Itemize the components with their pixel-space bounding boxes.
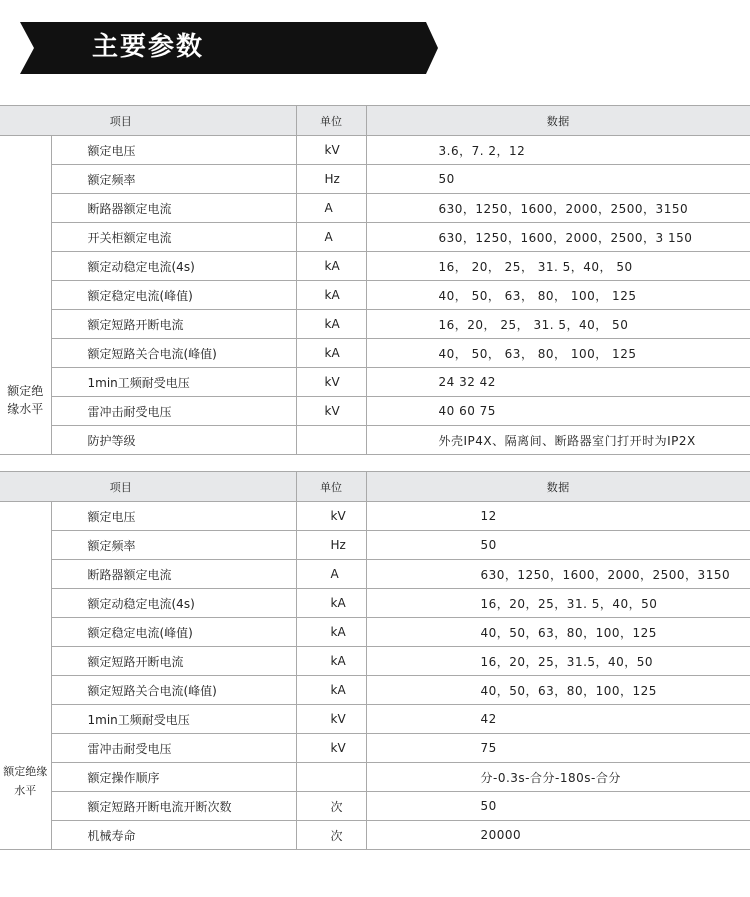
item-cell: 额定稳定电流(峰值) [51,618,296,647]
unit-cell: kA [296,676,366,705]
parameters-table-1 [0,105,750,455]
data-cell: 40， 50， 63， 80， 100， 125 [366,339,750,368]
item-cell: 额定短路开断电流 [51,310,296,339]
data-cell: 16，20，25，31. 5，40，50 [366,589,750,618]
item-cell: 开关柜额定电流 [51,223,296,252]
unit-cell: kV [296,705,366,734]
table-row [0,223,750,252]
data-cell: 20000 [366,821,750,850]
unit-cell: kA [296,589,366,618]
table-row [0,734,750,763]
table-row [0,502,750,531]
item-cell: 额定短路开断电流开断次数 [51,792,296,821]
unit-cell: kV [296,734,366,763]
item-cell: 额定稳定电流(峰值) [51,281,296,310]
data-cell: 24 32 42 [366,368,750,397]
item-cell: 额定电压 [51,136,296,165]
item-cell: 1min工频耐受电压 [51,705,296,734]
item-cell: 额定电压 [51,502,296,531]
data-cell: 630，1250，1600，2000，2500，3150 [366,194,750,223]
data-cell: 12 [366,502,750,531]
table-row [0,281,750,310]
item-cell: 额定动稳定电流(4s) [51,589,296,618]
group-label: 额定绝缘水平 [3,764,48,797]
unit-cell: A [296,194,366,223]
data-cell: 630，1250，1600，2000，2500，3150 [366,560,750,589]
table-row [0,339,750,368]
table-header-row [0,106,750,136]
unit-cell: kV [296,502,366,531]
item-cell: 防护等级 [51,426,296,455]
table-row [0,763,750,792]
data-cell: 16，20， 25， 31. 5，40， 50 [366,310,750,339]
table-row [0,647,750,676]
table-row [0,560,750,589]
group-label: 额定绝缘水平 [7,384,44,416]
unit-cell: kA [296,281,366,310]
unit-cell: kA [296,252,366,281]
item-cell: 额定短路开断电流 [51,647,296,676]
data-cell: 75 [366,734,750,763]
data-cell: 16， 20， 25， 31. 5，40， 50 [366,252,750,281]
data-cell: 40，50，63，80，100，125 [366,618,750,647]
table-row [0,589,750,618]
table-row [0,194,750,223]
table-row [0,676,750,705]
table-row [0,136,750,165]
item-cell: 雷冲击耐受电压 [51,397,296,426]
unit-cell: 次 [296,821,366,850]
table-row [0,426,750,455]
unit-cell: Hz [296,165,366,194]
unit-cell: 次 [296,792,366,821]
group-label-cell [0,136,51,455]
data-cell: 42 [366,705,750,734]
item-cell: 机械寿命 [51,821,296,850]
section-banner [20,22,438,74]
parameters-table-1-body [0,106,750,455]
header-unit: 单位 [296,472,366,502]
header-data: 数据 [366,472,750,502]
data-cell: 分-0.3s-合分-180s-合分 [366,763,750,792]
unit-cell: kA [296,618,366,647]
header-item: 项目 [0,106,296,136]
data-cell: 40 60 75 [366,397,750,426]
item-cell: 额定动稳定电流(4s) [51,252,296,281]
table-row [0,368,750,397]
table-row [0,705,750,734]
data-cell: 50 [366,165,750,194]
table-row [0,618,750,647]
unit-cell: A [296,223,366,252]
unit-cell: kA [296,310,366,339]
table-row [0,531,750,560]
unit-cell: kV [296,136,366,165]
item-cell: 额定操作顺序 [51,763,296,792]
item-cell: 1min工频耐受电压 [51,368,296,397]
item-cell: 额定频率 [51,165,296,194]
table-row [0,821,750,850]
section-title: 主要参数 [92,32,205,62]
data-cell: 40，50，63，80，100，125 [366,676,750,705]
data-cell: 外壳IP4X、隔离间、断路器室门打开时为IP2X [366,426,750,455]
item-cell: 断路器额定电流 [51,194,296,223]
unit-cell: kA [296,339,366,368]
unit-cell: kA [296,647,366,676]
unit-cell [296,426,366,455]
unit-cell: kV [296,368,366,397]
item-cell: 额定短路关合电流(峰值) [51,676,296,705]
data-cell: 16，20，25，31.5，40，50 [366,647,750,676]
table-row [0,397,750,426]
data-cell: 50 [366,531,750,560]
banner-arrow-shape [20,22,438,74]
parameters-table-2-body [0,472,750,850]
table-row [0,792,750,821]
table-row [0,165,750,194]
parameters-table-2 [0,471,750,850]
header-unit: 单位 [296,106,366,136]
data-cell: 630，1250，1600，2000，2500，3 150 [366,223,750,252]
header-data: 数据 [366,106,750,136]
table-row [0,252,750,281]
group-label-cell [0,502,51,850]
item-cell: 雷冲击耐受电压 [51,734,296,763]
unit-cell: A [296,560,366,589]
item-cell: 额定频率 [51,531,296,560]
data-cell: 40， 50， 63， 80， 100， 125 [366,281,750,310]
data-cell: 3.6，7. 2，12 [366,136,750,165]
item-cell: 额定短路关合电流(峰值) [51,339,296,368]
unit-cell: Hz [296,531,366,560]
table-row [0,310,750,339]
item-cell: 断路器额定电流 [51,560,296,589]
header-item: 项目 [0,472,296,502]
unit-cell [296,763,366,792]
table-header-row [0,472,750,502]
unit-cell: kV [296,397,366,426]
data-cell: 50 [366,792,750,821]
